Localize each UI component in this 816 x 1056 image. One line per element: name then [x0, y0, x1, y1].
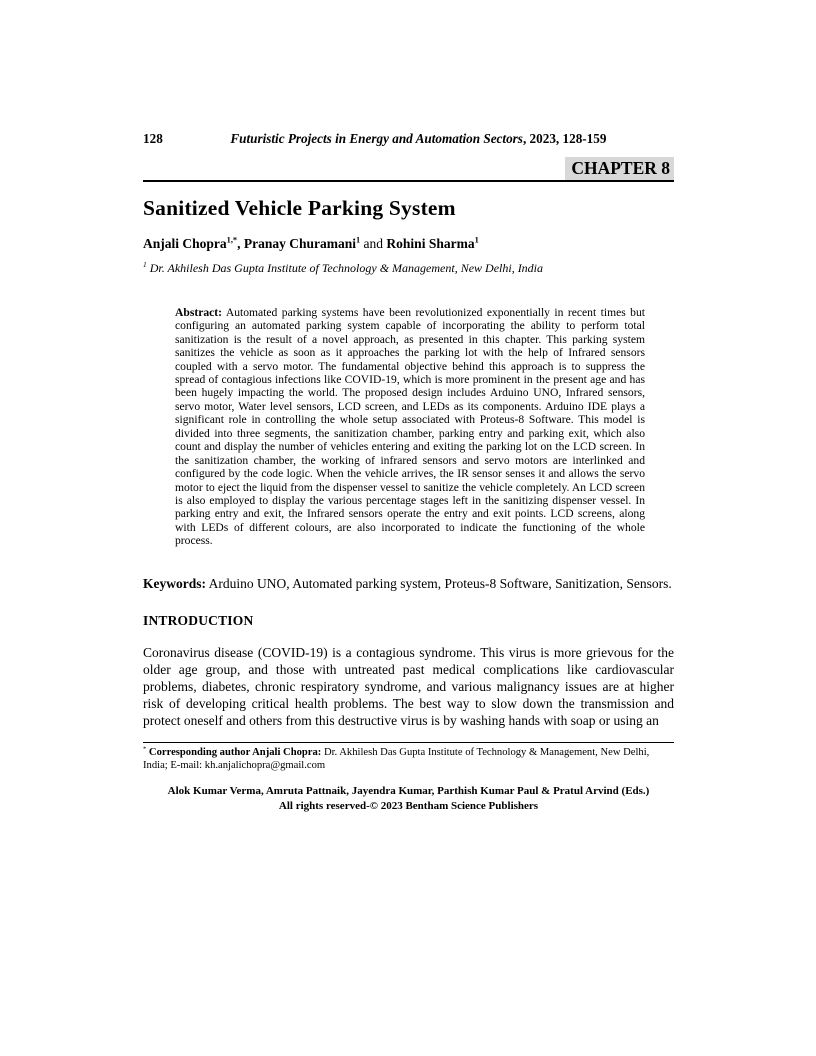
keywords — [143, 575, 674, 592]
section-heading-introduction: INTRODUCTION — [143, 612, 254, 628]
authors-conjunction: and — [360, 236, 387, 252]
authors-separator: , — [237, 236, 244, 252]
affiliation-text: Dr. Akhilesh Das Gupta Institute of Technology & Management, New Delhi, India — [146, 261, 544, 276]
author-group — [386, 236, 478, 251]
running-title-pages: , 2023, 128-159 — [522, 131, 607, 146]
chapter-row — [143, 157, 674, 181]
abstract-text: Automated parking systems have been revolutionized exponentially in recent times but configuring an automated parking system capable of incorporating the ability to perform total sanitization is the result of a novel approach, as presented in this chapter. This parking system sanitizes the vehicle as soon as it approaches the parking lot with the help of Infrared sensors coupled with a servo motor. The fundamental objective behind this approach is to suppress the spread of contagious infections like COVID-19, which is more prominent in the present age and has been hugely impacting the world. The proposed design includes Arduino UNO, Infrared sensors, servo motor, Water level sensors, LCD screen, and LEDs as its components. Arduino IDE plays a significant role in controlling the whole setup associated with Proteus-8 Software. This model is divided into three segments, the sanitization chamber, parking entry and parking exit, which also count and display the number of vehicles entering and exiting the parking lot on the LCD screen. In the sanitization chamber, the working of infrared sensors and servo motors are interlinked and configured by the code logic. When the vehicle arrives, the IR sensor senses it and allows the servo motor to eject the liquid from the dispenser vessel to sanitize the vehicle completely. An LCD screen is also employed to display the various percentage stages left in the sanitizing dispenser vessel. In parking entry and exit, the Infrared sensors operate the entry and exit points. LCD screens, along with LEDs of different colours, are also incorporated to indicate the functioning of the whole process. — [175, 305, 645, 548]
author-name: Pranay Churamani — [243, 236, 356, 252]
page-header — [143, 132, 674, 147]
abstract — [175, 306, 645, 548]
footnote-corresponding-author: Corresponding author Anjali Chopra: — [146, 746, 322, 758]
affiliation — [143, 261, 674, 275]
page-footer — [143, 784, 674, 814]
authors-line — [143, 236, 674, 252]
author-superscript: 1 — [474, 235, 479, 245]
author-superscript: 1 — [355, 235, 361, 245]
intro-paragraph: Coronavirus disease (COVID-19) is a contagious syndrome. This virus is more grievous for the older age group, and those with untreated past medical complications like cardiovascular problems, diabetes, chronic respiratory syndrome, and various malignancy issues are at higher risk of developing critical health problems. The best way to slow down the transmission and protect oneself and others from this destructive virus is by washing hands with soap or using an — [143, 644, 674, 728]
page-title: Sanitized Vehicle Parking System — [143, 196, 456, 221]
footer-rights: All rights reserved-© 2023 Bentham Science Publishers — [278, 800, 539, 813]
author-name: Rohini Sharma — [386, 236, 475, 252]
header-rule — [143, 180, 674, 182]
running-title — [163, 132, 674, 147]
keywords-text: Arduino UNO, Automated parking system, Proteus-8 Software, Sanitization, Sensors. — [206, 575, 672, 591]
running-title-book: Futuristic Projects in Energy and Automation Sectors — [230, 131, 523, 146]
footer-editors: Alok Kumar Verma, Amruta Pattnaik, Jayendra Kumar, Parthish Kumar Paul & Pratul Arvind (Eds.) — [167, 785, 650, 798]
chapter-badge: CHAPTER 8 — [565, 157, 674, 181]
abstract-label: Abstract: — [175, 305, 223, 319]
footnote — [143, 742, 674, 774]
author-superscript: 1,* — [226, 235, 238, 245]
footnote-marker: * — [143, 745, 147, 753]
keywords-label: Keywords: — [143, 575, 206, 591]
affiliation-superscript: 1 — [143, 260, 147, 270]
page-number: 128 — [143, 131, 163, 146]
author-group — [143, 236, 360, 251]
footnote-text: Dr. Akhilesh Das Gupta Institute of Technology & Management, New Delhi, India; E-mail: kh.anjalichopra@gmail.com — [143, 746, 650, 772]
author-name: Anjali Chopra — [143, 236, 227, 252]
